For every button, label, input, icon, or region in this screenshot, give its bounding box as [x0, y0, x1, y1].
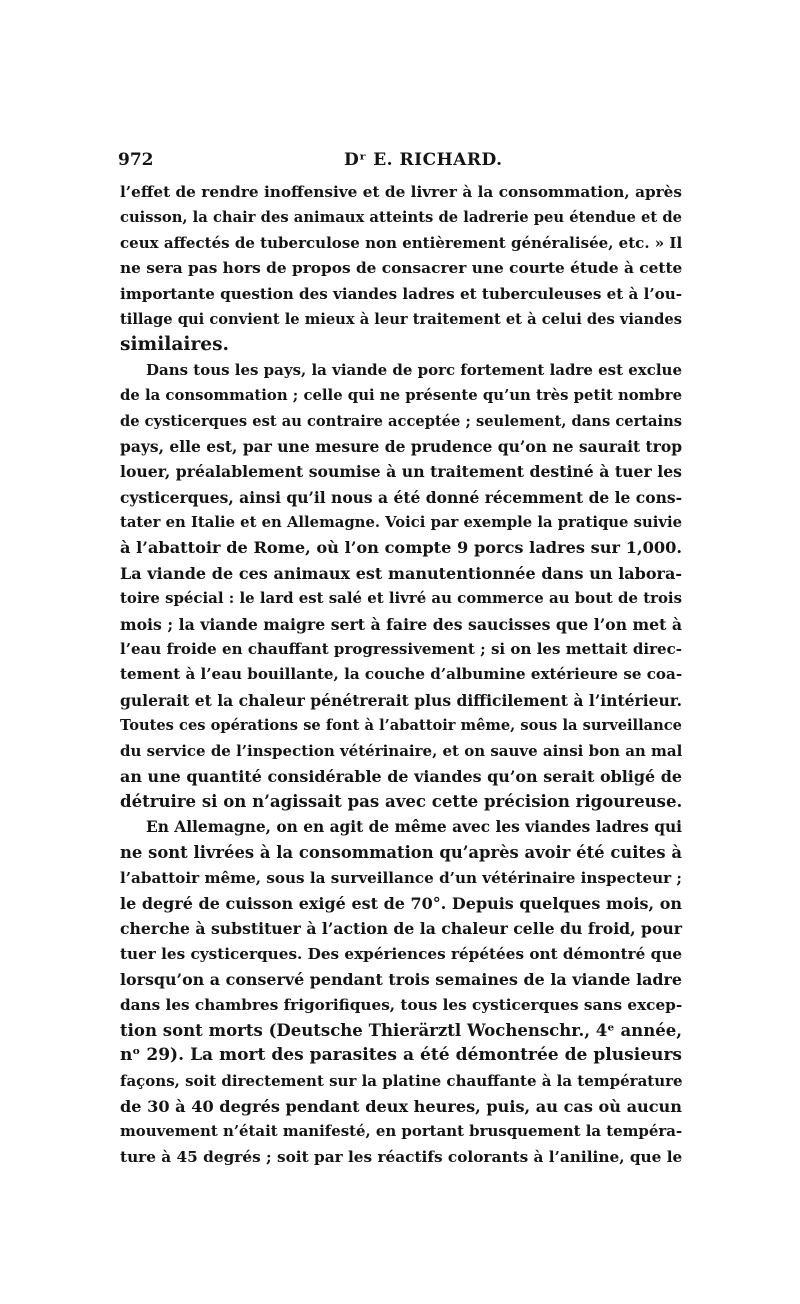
- text-line: tuer les cysticerques. Des expériences répétées ont démontré que: [120, 944, 683, 963]
- text-line: lorsqu’on a conservé pendant trois semaines de la viande ladre: [120, 970, 682, 990]
- text-line: cysticerques, ainsi qu’il nous a été donné récemment de le cons-: [120, 487, 683, 507]
- text-line: de la consommation ; celle qui ne présente qu’un très petit nombre: [120, 386, 683, 405]
- page-number: 972: [118, 150, 154, 170]
- text-line: à l’abattoir de Rome, où l’on compte 9 porcs ladres sur 1,000.: [120, 538, 682, 558]
- text-line: ne sont livrées à la consommation qu’après avoir été cuites à: [120, 843, 682, 863]
- text-line: tillage qui convient le mieux à leur traitement et à celui des viandes: [120, 310, 682, 328]
- text-line: ne sera pas hors de propos de consacrer une courte étude à cette: [120, 259, 683, 278]
- text-line: ceux affectés de tuberculose non entièrement généralisée, etc. » Il: [120, 233, 683, 252]
- text-line: Dans tous les pays, la viande de porc fortement ladre est exclue: [146, 360, 682, 379]
- text-line: En Allemagne, on en agit de même avec les viandes ladres qui: [146, 817, 682, 836]
- text-line: tement à l’eau bouillante, la couche d’albumine extérieure se coa-: [120, 665, 683, 684]
- text-line: pays, elle est, par une mesure de prudence qu’on ne saurait trop: [120, 436, 683, 456]
- page-header: [118, 150, 680, 176]
- body-text: [120, 180, 682, 1170]
- text-line: l’effet de rendre inoffensive et de livrer à la consommation, après: [120, 183, 682, 201]
- text-line: détruire si on n’agissait pas avec cette précision rigoureuse.: [120, 791, 683, 812]
- text-line: l’abattoir même, sous la surveillance d’un vétérinaire inspecteur ;: [120, 868, 682, 887]
- text-line: gulerait et la chaleur pénétrerait plus difficilement à l’intérieur.: [120, 690, 682, 710]
- text-line: tion sont morts (Deutsche Thierärztl Wochenschr., 4ᵉ année,: [120, 1019, 682, 1040]
- text-line: importante question des viandes ladres et tuberculeuses et à l’ou-: [120, 284, 683, 303]
- text-line: le degré de cuisson exigé est de 70°. Depuis quelques mois, on: [120, 893, 682, 913]
- text-line: tater en Italie et en Allemagne. Voici par exemple la pratique suivie: [120, 514, 682, 532]
- text-line: an une quantité considérable de viandes qu’on serait obligé de: [120, 766, 682, 786]
- text-line: cherche à substituer à l’action de la chaleur celle du froid, pour: [120, 919, 682, 939]
- text-line: louer, préalablement soumise à un traitement destiné à tuer les: [120, 462, 682, 482]
- text-line: dans les chambres frigorifiques, tous les cysticerques sans excep-: [120, 995, 683, 1014]
- text-line: façons, soit directement sur la platine chauffante à la température: [120, 1071, 683, 1090]
- text-line: mois ; la viande maigre sert à faire des saucisses que l’on met à: [120, 614, 682, 634]
- text-line: Toutes ces opérations se font à l’abattoir même, sous la surveillance: [120, 717, 682, 735]
- text-line: La viande de ces animaux est manutentionnée dans un labora-: [120, 563, 682, 583]
- text-line: du service de l’inspection vétérinaire, et on sauve ainsi bon an mal: [120, 741, 683, 760]
- text-line: de cysticerques est au contraire acceptée ; seulement, dans certains: [120, 412, 683, 430]
- text-line: toire spécial : le lard est salé et livré au commerce au bout de trois: [120, 589, 682, 608]
- text-line: ture à 45 degrés ; soit par les réactifs colorants à l’aniline, que le: [120, 1147, 683, 1166]
- text-line: de 30 à 40 degrés pendant deux heures, puis, au cas où aucun: [120, 1097, 682, 1117]
- text-line: mouvement n’était manifesté, en portant brusquement la tempéra-: [120, 1122, 683, 1141]
- text-line: similaires.: [120, 334, 230, 356]
- text-line: cuisson, la chair des animaux atteints de ladrerie peu étendue et de: [120, 209, 683, 227]
- text-line: nᵒ 29). La mort des parasites a été démontrée de plusieurs: [120, 1045, 682, 1066]
- text-line: l’eau froide en chauffant progressivement ; si on les mettait direc-: [120, 640, 682, 659]
- running-head: Dʳ E. RICHARD.: [344, 150, 503, 170]
